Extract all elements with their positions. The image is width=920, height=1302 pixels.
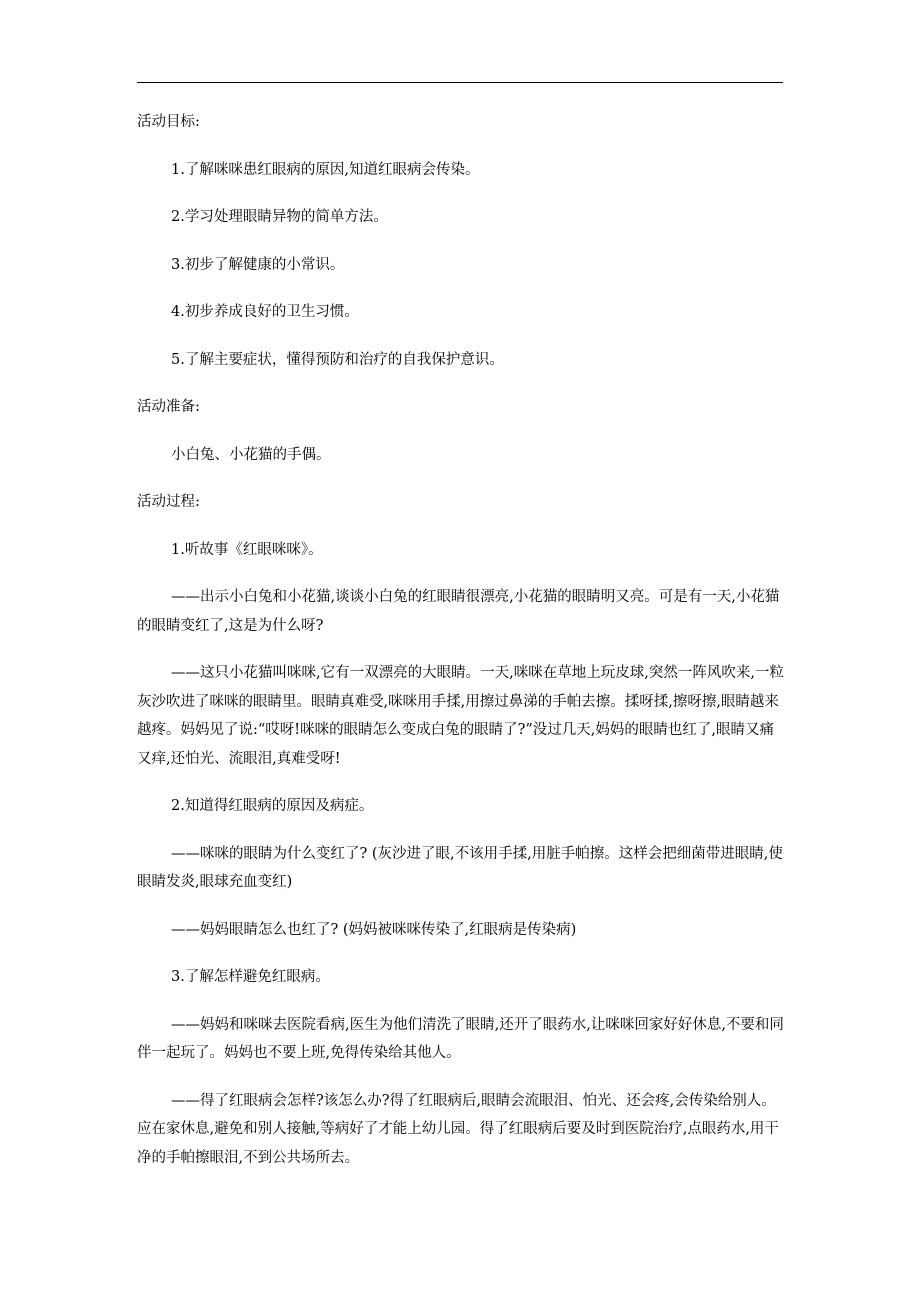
- goal-item-4: 4.初步养成良好的卫生习惯。: [171, 304, 359, 320]
- document-body: [137, 108, 785, 1191]
- section-heading-goals: 活动目标:: [137, 114, 200, 130]
- goal-item-2: 2.学习处理眼睛异物的简单方法。: [171, 209, 388, 225]
- process-paragraph: ——出示小白兔和小花猫,谈谈小白兔的红眼睛很漂亮,小花猫的眼睛明又亮。可是有一天,小花猫的眼睛变红了,这是为什么呀?: [137, 589, 780, 634]
- process-paragraph: ——这只小花猫叫咪咪,它有一双漂亮的大眼睛。一天,咪咪在草地上玩皮球,突然一阵风吹来,一粒灰沙吹进了咪咪的眼睛里。眼睛真难受,咪咪用手揉,用擦过鼻涕的手帕去擦。揉呀揉,擦呀擦,眼睛越来越疼。妈妈见了说:“哎呀!咪咪的眼睛怎么变成白兔的眼睛了?”没过几天,妈妈的眼睛也红了,眼睛又痛又痒,还怕光、流眼泪,真难受呀!: [137, 665, 784, 767]
- process-step-1: 1.听故事《红眼咪咪》。: [171, 541, 323, 558]
- goal-item-3: 3.初步了解健康的小常识。: [171, 256, 345, 273]
- section-heading-process: 活动过程:: [137, 494, 200, 510]
- preparation-item: 小白兔、小花猫的手偶。: [171, 446, 331, 463]
- goal-item-1: 1.了解咪咪患红眼病的原因,知道红眼病会传染。: [171, 161, 480, 178]
- section-heading-preparation: 活动准备:: [137, 399, 200, 415]
- process-step-3: 3.了解怎样避免红眼病。: [171, 969, 330, 985]
- process-paragraph: ——得了红眼病会怎样?该怎么办?得了红眼病后,眼睛会流眼泪、怕光、还会疼,会传染给别人。应在家休息,避免和别人接触,等病好了才能上幼儿园。得了红眼病后要及时到医院治疗,点眼药水,用干净的手帕擦眼泪,不到公共场所去。: [137, 1092, 779, 1166]
- process-step-2: 2.知道得红眼病的原因及病症。: [171, 798, 374, 814]
- process-paragraph: ——咪咪的眼睛为什么变红了? (灰沙进了眼,不该用手揉,用脏手帕擦。这样会把细菌带进眼睛,使眼睛发炎,眼球充血变红): [137, 845, 783, 890]
- process-paragraph: ——妈妈和咪咪去医院看病,医生为他们清洗了眼睛,还开了眼药水,让咪咪回家好好休息,不要和同伴一起玩了。妈妈也不要上班,免得传染给其他人。: [137, 1016, 784, 1061]
- goal-item-5: 5.了解主要症状，懂得预防和治疗的自我保护意识。: [171, 351, 504, 368]
- process-paragraph: ——妈妈眼睛怎么也红了? (妈妈被咪咪传染了,红眼病是传染病): [171, 921, 577, 938]
- header-rule: [137, 82, 783, 83]
